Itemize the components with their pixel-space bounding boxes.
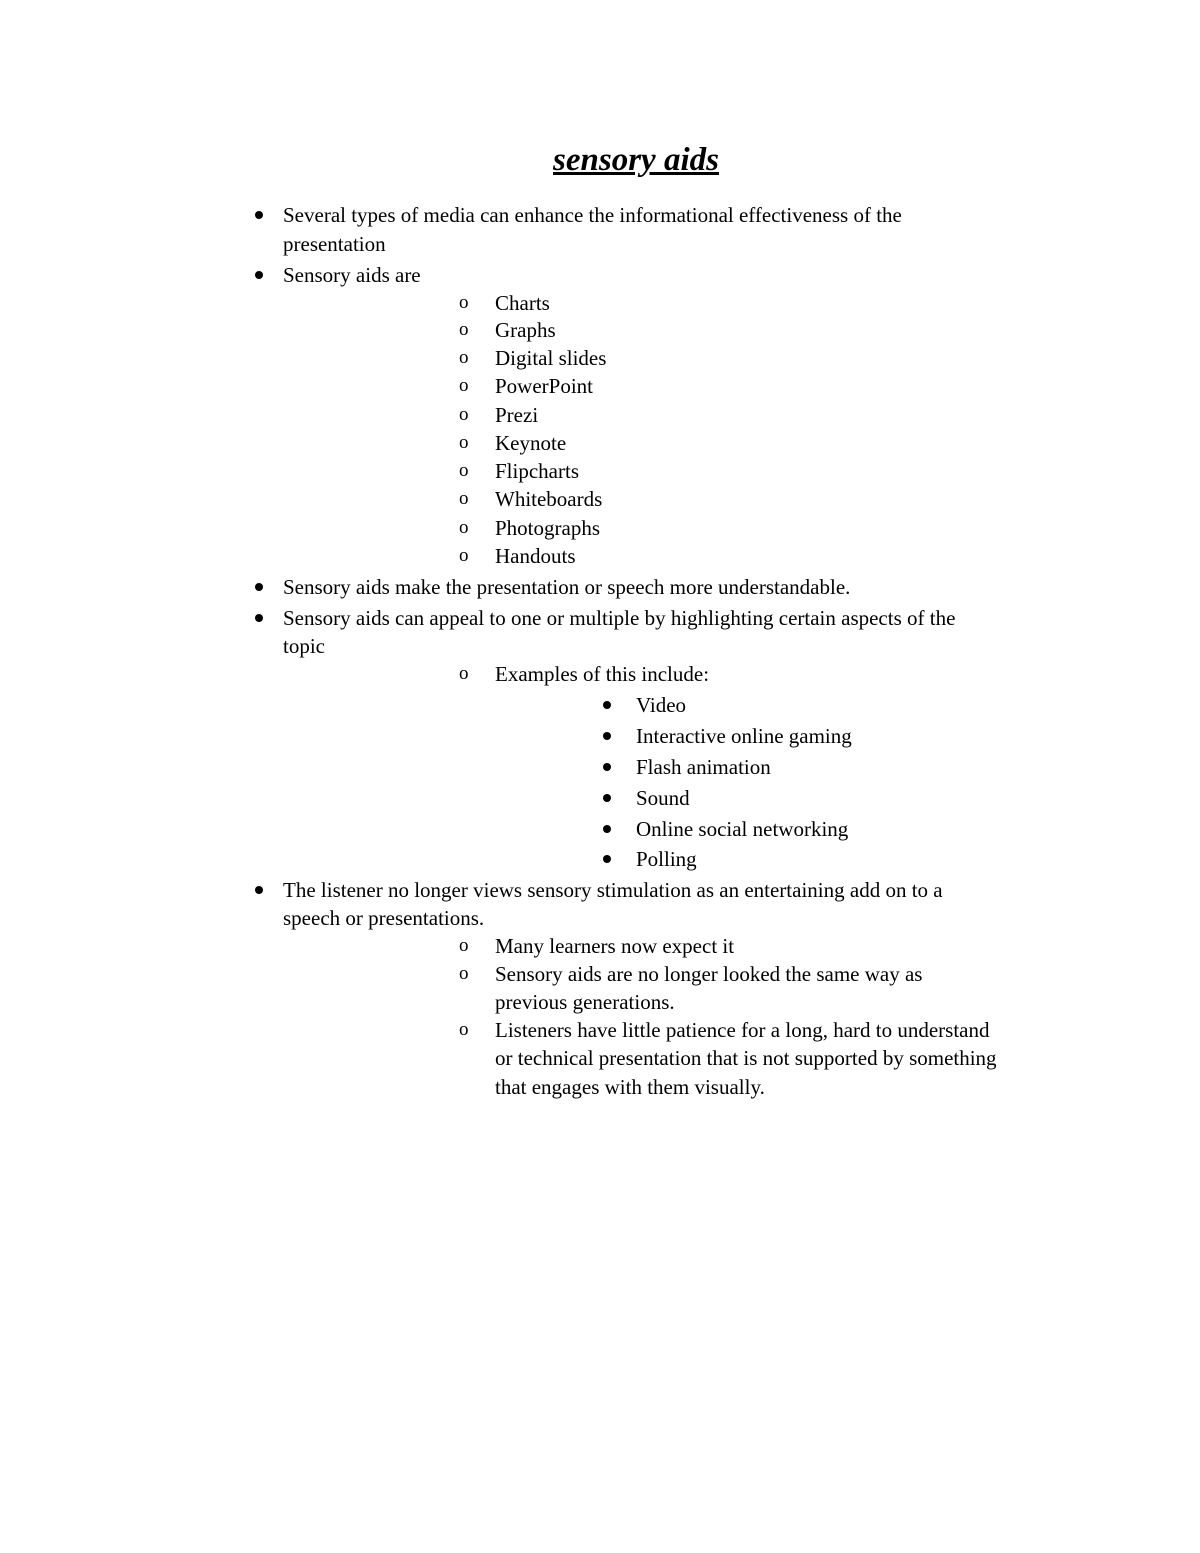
circle-bullet-icon: o [459,517,469,538]
sub-list-item: Charts [495,291,550,315]
sub-list-item: Listeners have little patience for a long, hard to understand [495,1018,990,1042]
document-title-text: sensory aids [553,142,719,178]
circle-bullet-icon: o [459,488,469,509]
bullet-icon [603,701,611,709]
sub-list-item: Keynote [495,431,567,455]
bullet-icon [603,825,611,833]
sub-list-item: previous generations. [495,990,675,1014]
circle-bullet-icon: o [459,1019,469,1040]
bullet-icon [603,855,611,863]
sub-list-item: Prezi [495,403,539,427]
list-item-line: Sensory aids make the presentation or speech more understandable. [283,575,851,599]
circle-bullet-icon: o [459,935,469,956]
sub-list-item: Graphs [495,318,556,342]
bullet-icon [603,732,611,740]
list-item-line: Sensory aids can appeal to one or multiple by highlighting certain aspects of the [283,606,956,630]
bullet-icon [255,583,263,591]
list-item-line: presentation [283,232,386,256]
list-item-line: Several types of media can enhance the informational effectiveness of the [283,203,902,227]
sub-list-item: Handouts [495,544,576,568]
sub-sub-list-item: Video [636,693,687,717]
bullet-icon [603,794,611,802]
bullet-icon [603,763,611,771]
sub-list-item: Examples of this include: [495,662,710,686]
circle-bullet-icon: o [459,375,469,396]
circle-bullet-icon: o [459,460,469,481]
sub-list-item: Flipcharts [495,459,579,483]
sub-list-item: Whiteboards [495,487,603,511]
circle-bullet-icon: o [459,319,469,340]
circle-bullet-icon: o [459,663,469,684]
circle-bullet-icon: o [459,432,469,453]
circle-bullet-icon: o [459,963,469,984]
circle-bullet-icon: o [459,545,469,566]
sub-sub-list-item: Sound [636,786,690,810]
sub-list-item: Sensory aids are no longer looked the same way as [495,962,923,986]
list-item-line: Sensory aids are [283,263,421,287]
list-item-line: speech or presentations. [283,906,485,930]
sub-list-item: or technical presentation that is not supported by something [495,1046,997,1070]
list-item-line: The listener no longer views sensory stimulation as an entertaining add on to a [283,878,943,902]
sub-list-item: Many learners now expect it [495,934,735,958]
bullet-icon [255,211,263,219]
circle-bullet-icon: o [459,404,469,425]
sub-list-item: that engages with them visually. [495,1075,765,1099]
bullet-icon [255,614,263,622]
circle-bullet-icon: o [459,292,469,313]
circle-bullet-icon: o [459,347,469,368]
sub-sub-list-item: Interactive online gaming [636,724,852,748]
sub-sub-list-item: Polling [636,847,697,871]
sub-list-item: PowerPoint [495,374,594,398]
sub-sub-list-item: Flash animation [636,755,771,779]
document-title [0,138,1200,182]
sub-list-item: Digital slides [495,346,607,370]
bullet-icon [255,886,263,894]
bullet-icon [255,271,263,279]
list-item-line: topic [283,634,325,658]
sub-sub-list-item: Online social networking [636,817,849,841]
sub-list-item: Photographs [495,516,600,540]
